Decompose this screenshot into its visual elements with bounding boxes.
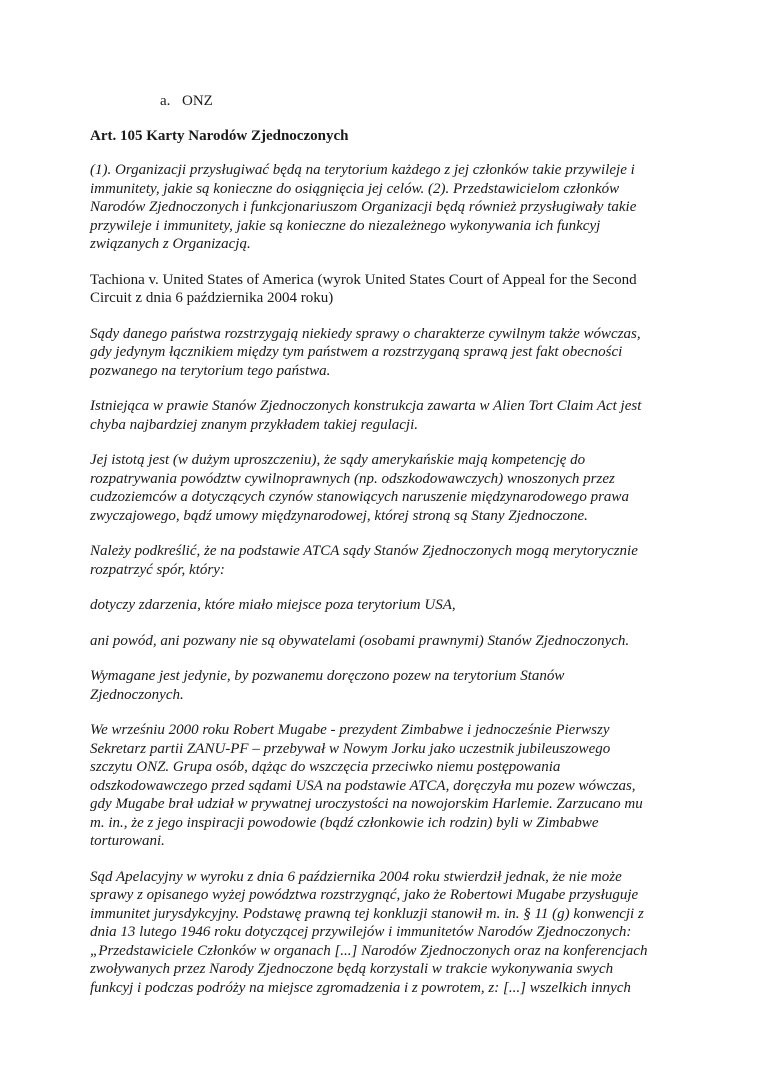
paragraph: Istniejąca w prawie Stanów Zjednoczonych konstrukcja zawarta w Alien Tort Claim Act jest chyba najbardziej znanym przykładem takiej regulacji. <box>90 398 642 433</box>
paragraph: Wymagane jest jedynie, by pozwanemu doręczono pozew na terytorium Stanów Zjednoczonych. <box>90 668 565 703</box>
article-heading: Art. 105 Karty Narodów Zjednoczonych <box>90 128 349 144</box>
paragraph: ani powód, ani pozwany nie są obywatelami (osobami prawnymi) Stanów Zjednoczonych. <box>90 632 630 649</box>
list-item <box>160 92 213 110</box>
paragraph: Należy podkreślić, że na podstawie ATCA sądy Stanów Zjednoczonych mogą merytorycznie rozpatrzyć spór, który: <box>90 543 638 578</box>
document-body <box>90 127 685 1014</box>
paragraph: We wrześniu 2000 roku Robert Mugabe - prezydent Zimbabwe i jednocześnie Pierwszy Sekretarz partii ZANU-PF – przebywał w Nowym Jorku jako uczestnik jubileuszowego szczytu ONZ. Grupa osób, dążąc do wszczęcia przeciwko niemu postępowania odszkodowawczego przed sądami USA na podstawie ATCA, doręczyła mu pozew wówczas, gdy Mugabe brał udział w prywatnej uroczystości na nowojorskim Harlemie. Zarzucano mu m. in., że z jego inspiracji powodowie (bądź członkowie ich rodzin) byli w Zimbabwe torturowani. <box>90 722 643 849</box>
paragraph: dotyczy zdarzenia, które miało miejsce poza terytorium USA, <box>90 597 456 613</box>
list-item-text: ONZ <box>182 93 213 109</box>
paragraph: Sądy danego państwa rozstrzygają niekiedy sprawy o charakterze cywilnym także wówczas, gdy jedynym łącznikiem między tym państwem a rozstrzyganą sprawą jest fakt obecności pozwanego na terytorium tego państwa. <box>90 325 641 379</box>
list-marker: a. <box>160 93 171 109</box>
paragraph: (1). Organizacji przysługiwać będą na terytorium każdego z jej członków takie przywileje i immunitety, jakie są konieczne do osiągnięcia jej celów. (2). Przedstawicielom członków Narodów Zjednoczonych i funkcjonariuszom Organizacji będą również przysługiwały takie przywileje i immunitety, jakie są konieczne do niezależnego wykonywania ich funkcyj związanych z Organizacją. <box>90 162 637 252</box>
paragraph: Sąd Apelacyjny w wyroku z dnia 6 października 2004 roku stwierdził jednak, że nie może sprawy z opisanego wyżej powództwa rozstrzygnąć, jako że Robertowi Mugabe przysługuje immunitet jurysdykcyjny. Podstawę prawną tej konkluzji stanowił m. in. § 11 (g) konwencji z dnia 13 lutego 1946 roku dotyczącej przywilejów i immunitetów Narodów Zjednoczonych: „Przedstawiciele Członków w organach [...] Narodów Zjednoczonych oraz na konferencjach zwoływanych przez Narody Zjednoczone będą korzystali w trakcie wykonywania swych funkcyj i podczas podróży na miejsce zgromadzenia i z powrotem, z: [...] wszelkich innych <box>90 868 648 996</box>
paragraph: Jej istotą jest (w dużym uproszczeniu), że sądy amerykańskie mają kompetencję do rozpatrywania powództw cywilnoprawnych (np. odszkodowawczych) wnoszonych przez cudzoziemców a dotyczących czynów stanowiących naruszenie międzynarodowego prawa zwyczajowego, bądź umowy międzynarodowej, której stroną są Stany Zjednoczone. <box>90 452 629 524</box>
paragraph: Tachiona v. United States of America (wyrok United States Court of Appeal for the Second Circuit z dnia 6 października 2004 roku) <box>90 271 637 306</box>
